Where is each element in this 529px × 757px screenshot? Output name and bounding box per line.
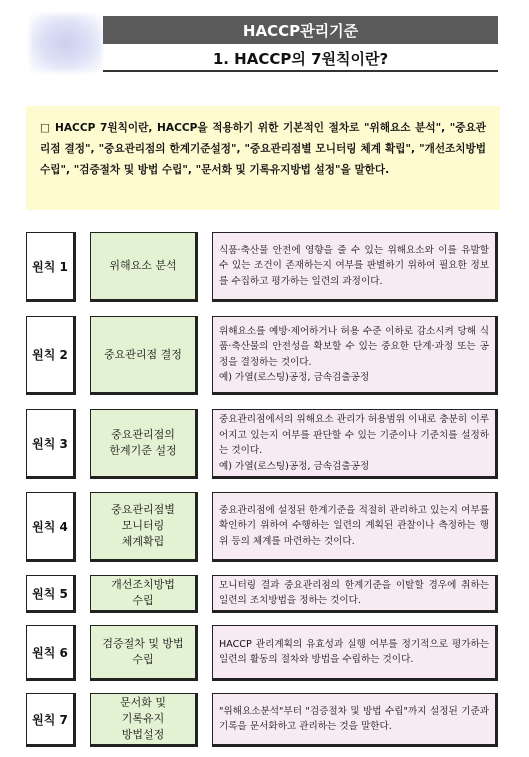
principle-description bbox=[212, 492, 498, 562]
principle-row-4 bbox=[26, 492, 500, 562]
principle-name bbox=[90, 232, 198, 302]
principle-label: 원칙 1 bbox=[26, 232, 76, 302]
principle-name bbox=[90, 316, 198, 395]
principle-name bbox=[90, 575, 198, 613]
principle-label: 원칙 2 bbox=[26, 316, 76, 395]
principle-description bbox=[212, 232, 498, 302]
principle-description-text: HACCP 관리계획의 유효성과 실행 여부를 정기적으로 평가하는 일련의 활동의 절차와 방법을 수립하는 것이다. bbox=[219, 638, 489, 665]
page-title: HACCP관리기준 bbox=[103, 16, 498, 44]
principle-label: 원칙 6 bbox=[26, 625, 76, 681]
principle-row-5 bbox=[26, 575, 500, 613]
principle-row-1 bbox=[26, 232, 500, 302]
principle-row-2 bbox=[26, 316, 500, 395]
principle-description bbox=[212, 316, 498, 395]
principle-name bbox=[90, 625, 198, 681]
principle-name bbox=[90, 693, 198, 747]
principle-description-text: 모니터링 결과 중요관리점의 한계기준을 이탈할 경우에 취하는 일련의 조치방법을 정하는 것이다. bbox=[219, 579, 489, 606]
bullet-box-icon: □ bbox=[40, 122, 51, 134]
principle-description-text: 중요관리점에서의 위해요소 관리가 허용범위 이내로 충분히 이루어지고 있는지 여부를 판단할 수 있는 기준이나 기준치를 설정하는 것이다. 예) 가열(로스팅)공정, 금속검출공정 bbox=[219, 414, 489, 472]
principle-label: 원칙 7 bbox=[26, 693, 76, 747]
principle-description-text: "위해요소분석"부터 "검증절차 및 방법 수립"까지 설정된 기준과 기록을 문서화하고 관리하는 것을 말한다. bbox=[219, 705, 489, 732]
principle-row-7 bbox=[26, 693, 500, 747]
logo-image bbox=[30, 14, 102, 72]
principle-label: 원칙 5 bbox=[26, 575, 76, 613]
principle-name-text: 문서화 및 기록유지 방법설정 bbox=[119, 696, 166, 741]
principle-name-text: 중요관리점별 모니터링 체계확립 bbox=[111, 503, 175, 548]
intro-text: HACCP 7원칙이란, HACCP을 적용하기 위한 기본적인 절차로 "위해요소 분석", "중요관리점 결정", "중요관리점의 한계기준설정", "중요관리점별 모니터링 체계 확립", "개선조치방법 수립", "검증절차 및 방법 수립", "문서화 및 기록유지방법 설정"을 말한다. bbox=[40, 122, 486, 176]
principle-name-text: 개선조치방법 수립 bbox=[111, 578, 175, 607]
principle-description bbox=[212, 625, 498, 681]
principle-name-text: 검증절차 및 방법 수립 bbox=[102, 637, 184, 666]
section-title: 1. HACCP의 7원칙이란? bbox=[103, 46, 498, 72]
principle-description bbox=[212, 409, 498, 479]
principle-row-6 bbox=[26, 625, 500, 681]
principle-label: 원칙 4 bbox=[26, 492, 76, 562]
principle-description-text: 식품·축산물 안전에 영향을 줄 수 있는 위해요소와 이를 유발할 수 있는 조건이 존재하는지 여부를 판별하기 위하여 필요한 정보를 수집하고 평가하는 일련의 과정이다. bbox=[219, 244, 489, 287]
principle-label: 원칙 3 bbox=[26, 409, 76, 479]
principle-description-text: 위해요소를 예방·제어하거나 허용 수준 이하로 감소시켜 당해 식품·축산물의 안전성을 확보할 수 있는 중요한 단계·과정 또는 공정을 결정하는 것이다. 예) 가열(로스팅)공정, 금속검출공정 bbox=[219, 325, 489, 383]
principle-name-text: 위해요소 분석 bbox=[109, 259, 177, 272]
principle-description bbox=[212, 575, 498, 613]
principle-name-text: 중요관리점의 한계기준 설정 bbox=[109, 428, 177, 457]
intro-box bbox=[26, 106, 500, 210]
principle-row-3 bbox=[26, 409, 500, 479]
principle-description-text: 중요관리점에 설정된 한계기준을 적절히 관리하고 있는지 여부를 확인하기 위하여 수행하는 일련의 계획된 관찰이나 측정하는 행위 등의 체계를 마련하는 것이다. bbox=[219, 504, 489, 547]
principle-name-text: 중요관리점 결정 bbox=[104, 347, 182, 361]
principle-description bbox=[212, 693, 498, 747]
principle-name bbox=[90, 492, 198, 562]
principle-name bbox=[90, 409, 198, 479]
